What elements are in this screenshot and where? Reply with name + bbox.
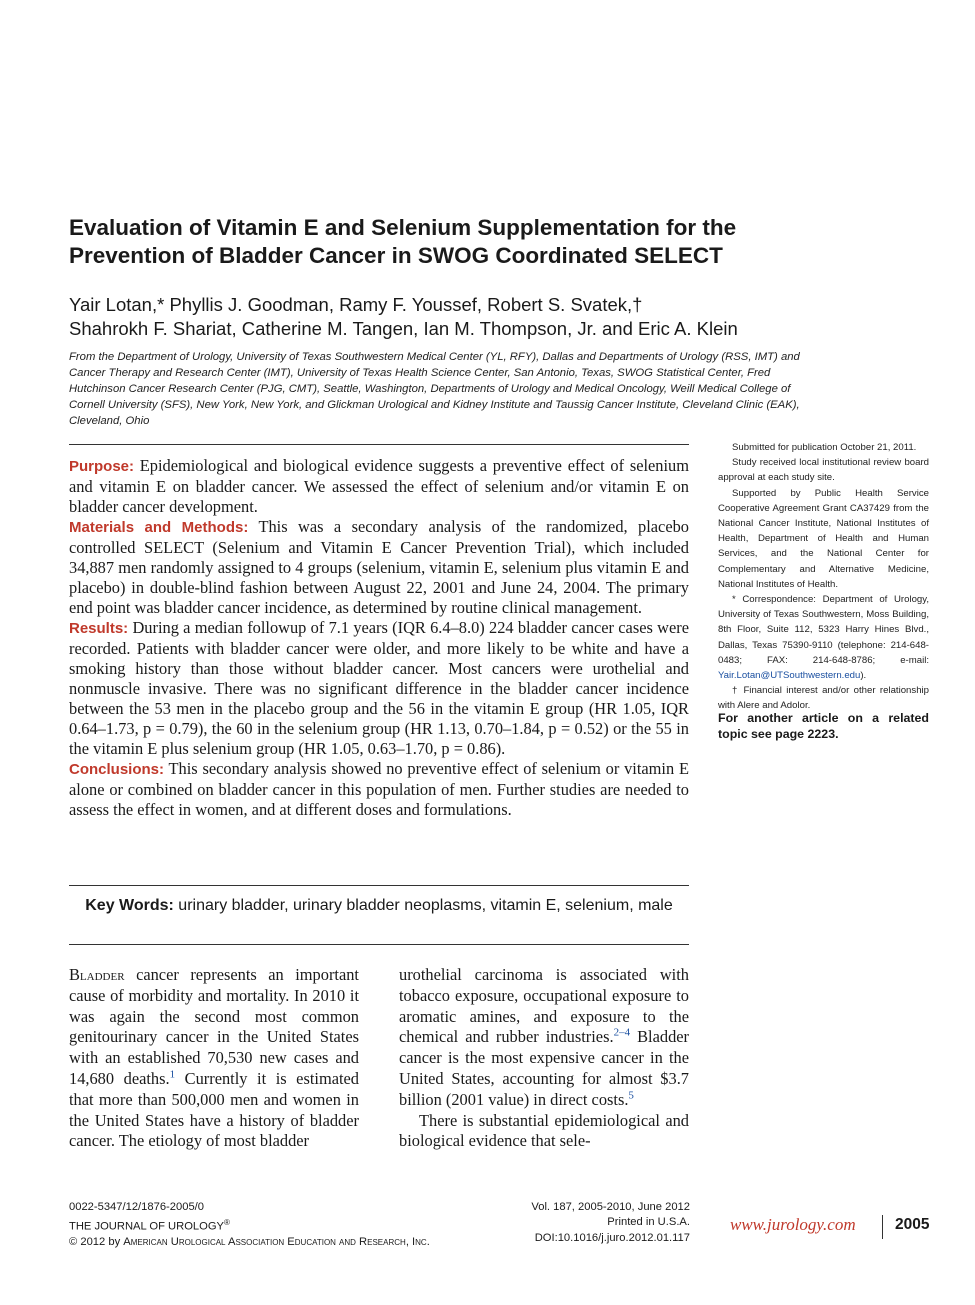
related-article-note[interactable]: For another article on a related topic see page 2223. <box>718 711 929 741</box>
journal-website-link[interactable]: www.jurology.com <box>730 1215 856 1234</box>
article-notes <box>718 440 929 714</box>
col2-text: urothelial carcinoma is associated with tobacco exposure, occupational exposure to aromatic amines, and exposure to the chemical and rubber industries. <box>399 965 689 1047</box>
col2-text-2: Bladder cancer is the most expensive cancer in the United States, accounting for almost $3.7 billion (2001 value) in direct costs. <box>399 1027 689 1109</box>
results-text: During a median followup of 7.1 years (IQR 6.4–8.0) 224 bladder cancer cases were recorded. Patients with bladder cancer were older, and more likely to be white and have a smoking history than those without bladder cancer. Most cancers were urothelial and nonmuscle invasive. There was no significant difference in the bladder cancer incidence between the 53 men in the placebo group and the 56 in the vitamin E group (HR 1.05, IQR 0.64–1.73, p = 0.79), the 60 in the selenium group (HR 1.13, 0.70–1.84, p = 0.52) or the 55 in the vitamin E plus selenium group (HR 1.05, 0.63–1.70, p = 0.86). <box>69 618 689 758</box>
reference-link-1[interactable]: 1 <box>169 1068 176 1081</box>
conclusions-label: Conclusions: <box>69 761 165 778</box>
reference-link-2-4[interactable]: 2–4 <box>613 1026 631 1039</box>
abstract-results <box>69 618 689 759</box>
registered-mark: ® <box>224 1218 230 1228</box>
authors-line-2: Shahrokh F. Shariat, Catherine M. Tangen, Ian M. Thompson, Jr. and Eric A. Klein <box>69 318 738 339</box>
submitted-note: Submitted for publication October 21, 2011. <box>732 442 917 453</box>
correspondence-text: * Correspondence: Department of Urology, University of Texas Southwestern, Moss Building, 8th Floor, Suite 112, 5323 Harry Hines Blvd., Dallas, Texas 75390-9110 (telephone: 214-648-0483; FAX: 214-648-8786; e-mail: <box>718 594 929 666</box>
reference-link-5[interactable]: 5 <box>628 1089 634 1102</box>
purpose-text: Epidemiological and biological evidence suggests a preventive effect of selenium and vitamin E on bladder cancer. We assessed the effect of selenium and/or vitamin E on bladder cancer development. <box>69 456 689 516</box>
abstract-top-divider <box>69 444 689 445</box>
key-words-label: Key Words: <box>85 897 174 914</box>
issn: 0022-5347/12/1876-2005/0 <box>69 1201 204 1213</box>
methods-label: Materials and Methods: <box>69 519 249 536</box>
key-words <box>69 896 689 916</box>
publisher: American Urological Association Education and Research, Inc. <box>123 1236 430 1249</box>
page-number: 2005 <box>895 1216 930 1233</box>
footer-right <box>480 1200 690 1246</box>
authors-line-1: Yair Lotan,* Phyllis J. Goodman, Ramy F. Youssef, Robert S. Svatek,† <box>69 294 643 315</box>
intro-paragraph-cont <box>399 965 689 1111</box>
second-paragraph: There is substantial epidemiological and biological evidence that sele- <box>399 1110 689 1151</box>
email-link[interactable]: Yair.Lotan@UTSouthwestern.edu <box>718 670 861 682</box>
abstract-purpose <box>69 456 689 517</box>
doi[interactable]: DOI:10.1016/j.juro.2012.01.117 <box>534 1231 690 1244</box>
author-list <box>69 293 829 341</box>
results-label: Results: <box>69 620 129 637</box>
body-column-2 <box>399 965 689 1152</box>
purpose-label: Purpose: <box>69 458 135 475</box>
correspondence-note <box>718 592 929 683</box>
approval-note: Study received local institutional review board approval at each study site. <box>718 457 929 484</box>
footer-left <box>69 1200 499 1251</box>
volume-info: Vol. 187, 2005-2010, June 2012 <box>531 1201 690 1213</box>
printed-in: Printed in U.S.A. <box>607 1216 690 1229</box>
footer-divider <box>882 1215 883 1239</box>
article-title: Evaluation of Vitamin E and Selenium Supplementation for the Prevention of Bladder Cancer in SWOG Coordinated SELECT <box>69 215 737 268</box>
affiliation: From the Department of Urology, University of Texas Southwestern Medical Center (YL, RFY), Dallas and Departments of Urology (RSS, IMT) and Cancer Therapy and Research Center (IMT), University of Texas Health Science Center, San Antonio, Texas, SWOG Statistical Center, Fred Hutchinson Cancer Research Center (PJG, CMT), Seattle, Washington, Departments of Urology and Medical Oncology, Weill Medical College of Cornell University (SFS), New York, New York, and Glickman Urological and Kidney Institute and Taussig Cancer Institute, Cleveland Clinic (EAK), Cleveland, Ohio <box>69 351 800 427</box>
abstract-conclusions <box>69 759 689 820</box>
conclusions-text: This secondary analysis showed no preventive effect of selenium or vitamin E alone or combined on bladder cancer in this population of men. Further studies are needed to assess the effect in women, and at different doses and formulations. <box>69 759 689 819</box>
keywords-top-divider <box>69 885 689 886</box>
methods-text: This was a secondary analysis of the randomized, placebo controlled SELECT (Selenium and Vitamin E Cancer Prevention Trial), which included 34,887 men randomly assigned to 4 groups (selenium, vitamin E, selenium plus vitamin E and placebo) in double-blind fashion between August 22, 2001 and June 24, 2004. The primary end point was bladder cancer incidence, as determined by routine clinical management. <box>69 517 689 617</box>
intro-text: cancer represents an important cause of morbidity and mortality. In 2010 it was again the second most common genitourinary cancer in the United States with an established 70,530 new cases and 14,680 deaths. <box>69 965 359 1088</box>
dropcap-word: Bladder <box>69 965 125 984</box>
keywords-bottom-divider <box>69 944 689 945</box>
intro-paragraph <box>69 965 359 1152</box>
abstract-methods <box>69 517 689 618</box>
body-column-1 <box>69 965 359 1152</box>
correspondence-end: ). <box>860 670 867 682</box>
intro-text-2: Currently it is estimated that more than 500,000 men and women in the United States have a history of bladder cancer. The etiology of most bladder <box>69 1068 359 1151</box>
abstract <box>69 456 689 820</box>
financial-note: † Financial interest and/or other relationship with Alere and Adolor. <box>718 685 929 712</box>
copyright: © 2012 by American Urological Association Education and Research, Inc. <box>69 1236 430 1249</box>
journal-name: THE JOURNAL OF UROLOGY® <box>69 1218 230 1234</box>
support-note: Supported by Public Health Service Cooperative Agreement Grant CA37429 from the National Cancer Institute, National Institutes of Health, Department of Health and Human Services, and the National Center for Complementary and Alternative Medicine, National Institutes of Health. <box>718 487 929 590</box>
key-words-text: urinary bladder, urinary bladder neoplasms, vitamin E, selenium, male <box>178 897 673 914</box>
